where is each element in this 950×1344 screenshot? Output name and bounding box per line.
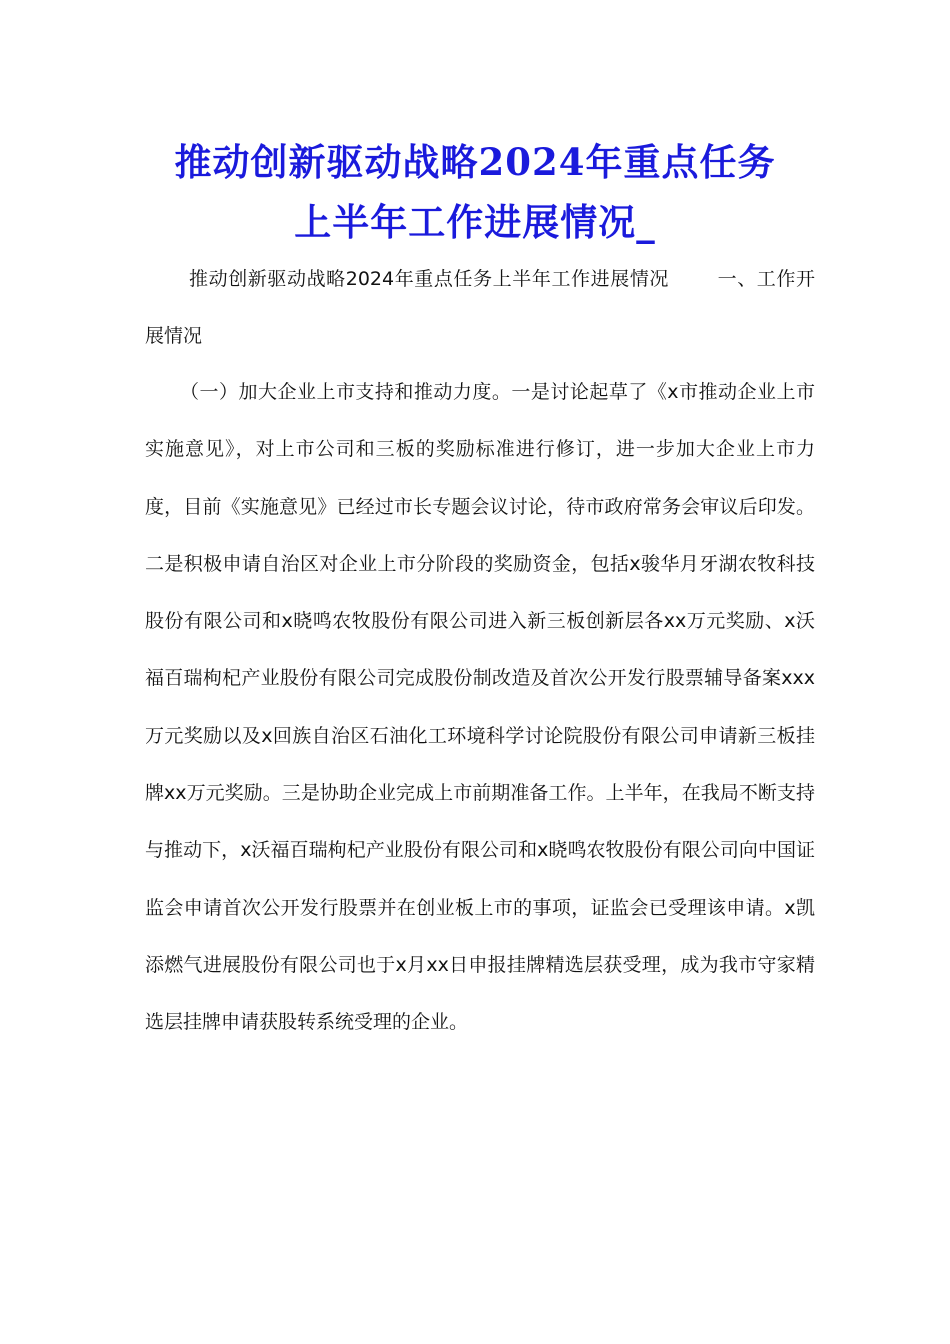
document-title-line-2: 上半年工作进展情况_	[294, 200, 656, 244]
intro-paragraph	[145, 251, 815, 366]
section-heading: 一、工作开展情况	[145, 268, 815, 348]
intro-text: 推动创新驱动战略2024年重点任务上半年工作进展情况	[189, 268, 670, 290]
body-paragraph-1: （一）加大企业上市支持和推动力度。一是讨论起草了《x市推动企业上市实施意见》，对上市公司和三板的奖励标准进行修订，进一步加大企业上市力度，目前《实施意见》已经过市长专题会议讨论，待市政府常务会审议后印发。二是积极申请自治区对企业上市分阶段的奖励资金，包括x骏华月牙湖农牧科技股份有限公司和x晓鸣农牧股份有限公司进入新三板创新层各xx万元奖励、x沃福百瑞枸杞产业股份有限公司完成股份制改造及首次公开发行股票辅导备案xxx万元奖励以及x回族自治区石油化工环境科学讨论院股份有限公司申请新三板挂牌xx万元奖励。三是协助企业完成上市前期准备工作。上半年，在我局不断支持与推动下，x沃福百瑞枸杞产业股份有限公司和x晓鸣农牧股份有限公司向中国证监会申请首次公开发行股票并在创业板上市的事项，证监会已受理该申请。x凯添燃气进展股份有限公司也于x月xx日申报挂牌精选层获受理，成为我市守家精选层挂牌申请获股转系统受理的企业。	[145, 381, 815, 1034]
document-title-line-1: 推动创新驱动战略2024年重点任务	[174, 140, 776, 184]
